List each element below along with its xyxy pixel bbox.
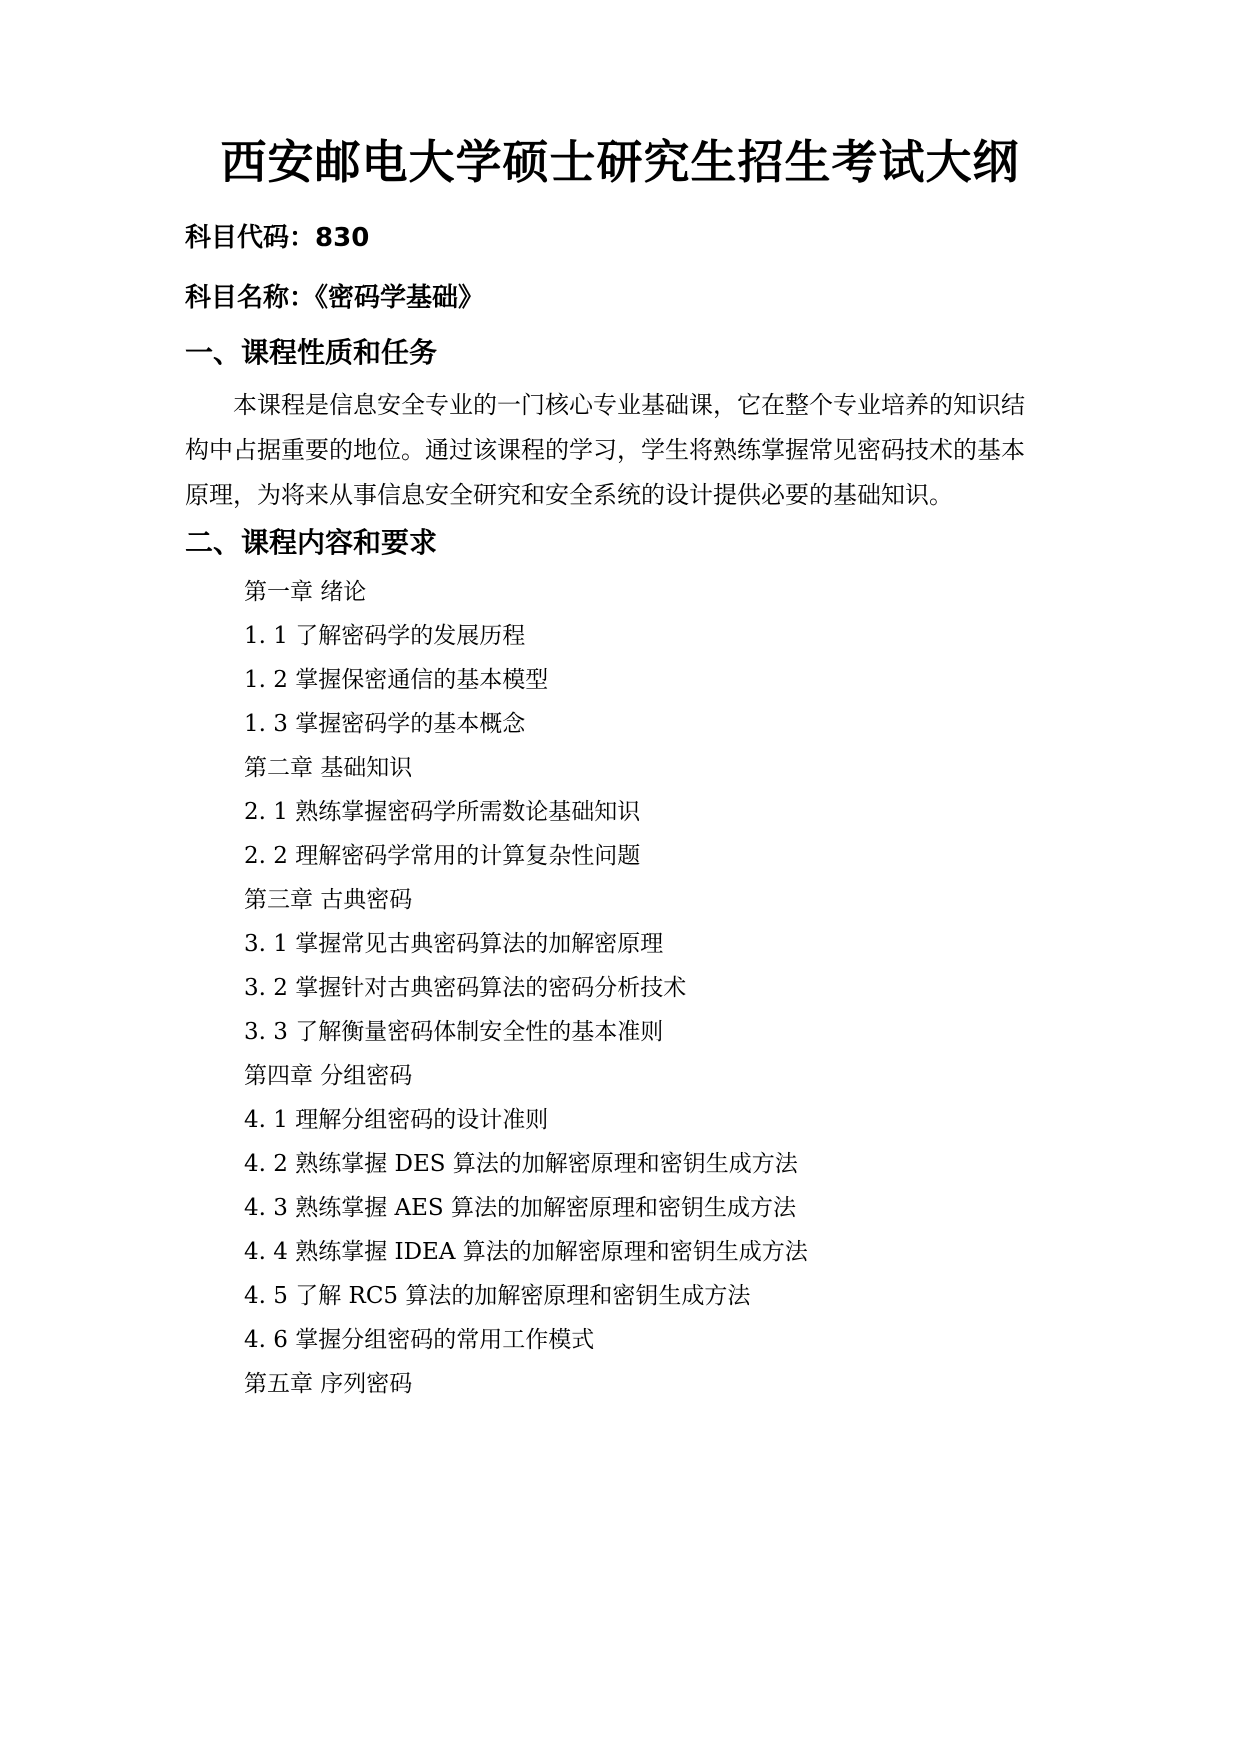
list-item: 3. 2 掌握针对古典密码算法的密码分析技术 xyxy=(244,975,687,1001)
list-item: 1. 3 掌握密码学的基本概念 xyxy=(244,711,526,737)
subject-code-label: 科目代码： xyxy=(185,223,316,253)
list-item: 4. 4 熟练掌握 IDEA 算法的加解密原理和密钥生成方法 xyxy=(244,1239,808,1265)
subject-name-label: 科目名称： xyxy=(185,283,316,313)
subject-name-value: 《密码学基础》 xyxy=(315,283,485,313)
subject-name xyxy=(185,280,484,316)
section-heading-2: 二、课程内容和要求 xyxy=(185,526,438,559)
subject-code-value: 830 xyxy=(315,223,370,253)
list-item: 2. 2 理解密码学常用的计算复杂性问题 xyxy=(244,843,641,869)
section-1-paragraph xyxy=(185,383,1055,518)
chapter-heading: 第三章 古典密码 xyxy=(244,887,413,913)
list-item: 3. 1 掌握常见古典密码算法的加解密原理 xyxy=(244,931,664,957)
chapter-heading: 第一章 绪论 xyxy=(244,579,367,605)
document-title: 西安邮电大学硕士研究生招生考试大纲 xyxy=(220,135,1020,189)
list-item: 4. 2 熟练掌握 DES 算法的加解密原理和密钥生成方法 xyxy=(244,1151,798,1177)
list-item: 3. 3 了解衡量密码体制安全性的基本准则 xyxy=(244,1019,664,1045)
paragraph-line: 本课程是信息安全专业的一门核心专业基础课，它在整个专业培养的知识结 xyxy=(233,391,1025,419)
list-item: 1. 2 掌握保密通信的基本模型 xyxy=(244,667,549,693)
chapter-heading: 第二章 基础知识 xyxy=(244,755,413,781)
list-item: 1. 1 了解密码学的发展历程 xyxy=(244,623,526,649)
chapter-heading: 第五章 序列密码 xyxy=(244,1371,413,1397)
list-item: 4. 3 熟练掌握 AES 算法的加解密原理和密钥生成方法 xyxy=(244,1195,796,1221)
list-item: 4. 1 理解分组密码的设计准则 xyxy=(244,1107,549,1133)
paragraph-line: 原理，为将来从事信息安全研究和安全系统的设计提供必要的基础知识。 xyxy=(185,481,953,509)
list-item: 4. 6 掌握分组密码的常用工作模式 xyxy=(244,1327,595,1353)
syllabus-list xyxy=(244,570,808,1406)
list-item: 2. 1 熟练掌握密码学所需数论基础知识 xyxy=(244,799,641,825)
subject-code xyxy=(185,220,369,256)
list-item: 4. 5 了解 RC5 算法的加解密原理和密钥生成方法 xyxy=(244,1283,751,1309)
chapter-heading: 第四章 分组密码 xyxy=(244,1063,413,1089)
section-heading-1: 一、课程性质和任务 xyxy=(185,336,438,369)
paragraph-line: 构中占据重要的地位。通过该课程的学习，学生将熟练掌握常见密码技术的基本 xyxy=(185,436,1025,464)
